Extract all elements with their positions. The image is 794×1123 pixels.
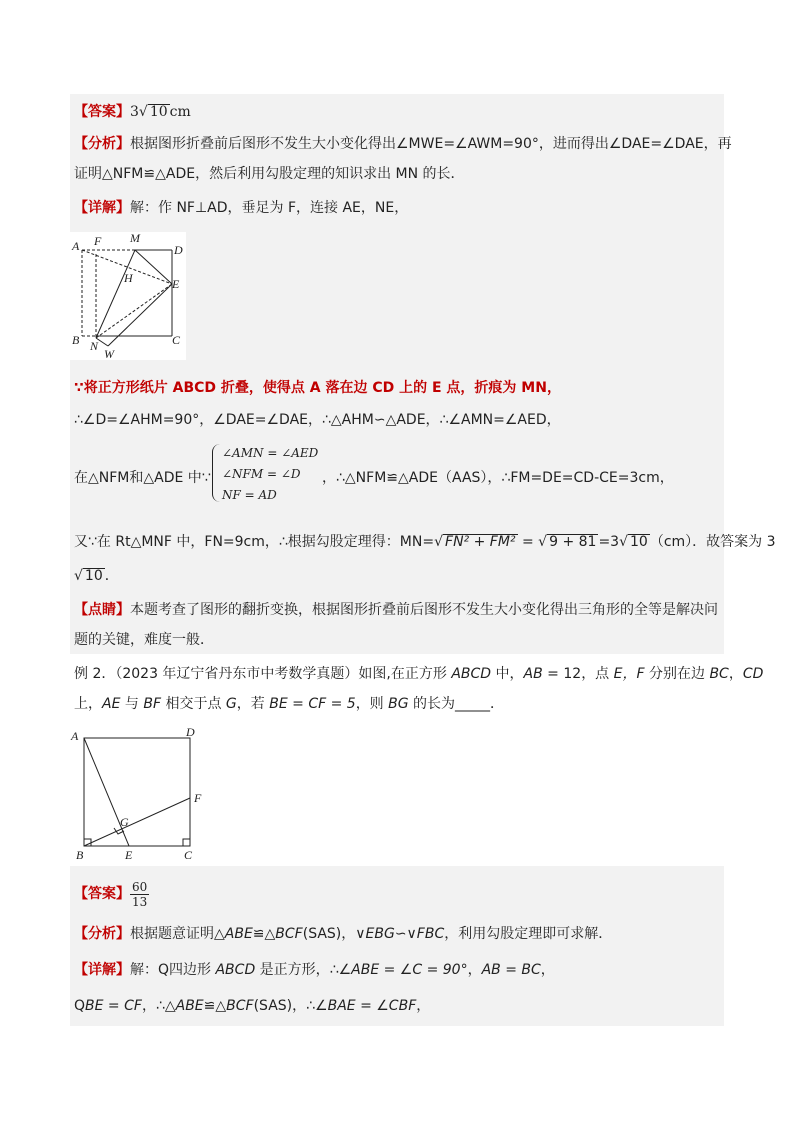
detail3-c: ∴△ABE≌△BCF	[155, 998, 254, 1014]
detail-line-1	[74, 198, 408, 218]
pythagoras-a: 又∵在 Rt△MNF 中，FN=9cm，∴根据勾股定理得：MN=	[74, 534, 435, 550]
ex-bg: BG	[388, 696, 409, 712]
radicand-4: 10	[84, 568, 103, 584]
fig1-label-b: B	[72, 333, 80, 347]
ex-ae: AE	[102, 696, 121, 712]
answer-unit: cm	[169, 104, 191, 120]
pythagoras-eq: =3	[598, 534, 620, 550]
therefore-line	[74, 410, 561, 430]
example-line-1	[74, 664, 763, 684]
fig1-label-w: W	[104, 347, 114, 360]
detail2-g: ，	[540, 962, 555, 978]
ex-l1d: 分别在边	[644, 666, 710, 682]
ex-bc: BC	[709, 666, 729, 682]
analysis-line-2	[74, 164, 465, 184]
fig2-label-d: D	[186, 726, 195, 739]
detail3-d: (SAS)	[253, 998, 293, 1014]
ex-l1c: ，点	[581, 666, 614, 682]
fig1-label-f: F	[94, 234, 102, 248]
analysis2-sas: (SAS)	[302, 926, 342, 942]
example-line-2	[74, 694, 504, 714]
ex-cond: BE = CF = 5	[269, 696, 356, 712]
fold-text: ∵将正方形纸片 ABCD 折叠，使得点 A 落在边 CD 上的 E 点，折痕为 MN，	[74, 380, 561, 396]
analysis-text-1: 根据图形折叠前后图形不发生大小变化得出∠MWE=∠AWM=90°，进而得出∠DAE=∠DAE，再	[130, 136, 732, 152]
radicand-1: FN² + FM²	[445, 534, 516, 550]
therefore-text: ∴∠D=∠AHM=90°，∠DAE=∠DAE，∴△AHM∽△ADE，∴∠AMN=∠AED，	[74, 412, 561, 428]
pythagoras-mid: =	[517, 534, 539, 550]
answer-radicand: 10	[149, 104, 168, 120]
fold-line	[74, 378, 561, 398]
analysis2-tag: 【分析】	[74, 926, 130, 942]
detail2-f: AB = BC	[481, 962, 541, 978]
analysis2-sim: ∨EBG∽∨FBC	[355, 926, 445, 942]
detail2-abcd: ABCD	[215, 962, 256, 978]
fig1-label-h: H	[124, 271, 133, 285]
condition-2: ∠NFM = ∠D	[222, 467, 301, 481]
in-prefix: 在△NFM和△ADE 中∵	[74, 470, 211, 486]
ex-g: G	[225, 696, 237, 712]
detail3-e: ，	[292, 998, 307, 1014]
analysis-text-2: 证明△NFM≌△ADE，然后利用勾股定理的知识求出 MN 的长．	[74, 166, 465, 182]
ex-cd: CD	[742, 666, 764, 682]
remark-tag: 【点睛】	[74, 602, 130, 618]
remark-text-2: 题的关键，难度一般．	[74, 632, 214, 648]
detail2-e: ，	[467, 962, 482, 978]
fig2-label-g: G	[120, 815, 129, 829]
square-figure	[68, 726, 208, 862]
ex-bf: BF	[143, 696, 162, 712]
congruence-line	[74, 468, 211, 488]
fig1-label-a: A	[72, 239, 80, 253]
detail2-tag: 【详解】	[74, 962, 130, 978]
analysis-line-1	[74, 134, 732, 154]
pythagoras-line: 又∵在 Rt△MNF 中，FN=9cm，∴根据勾股定理得：MN=√ FN² + FM² = √ 9 + 81 =3√ 10 （cm）．故答案为 3	[74, 534, 776, 550]
fig1-label-c: C	[172, 333, 181, 347]
analysis2-a: 根据题意证明	[130, 926, 214, 942]
ex-l2d: ，若	[236, 696, 270, 712]
analysis2-line	[74, 924, 612, 944]
analysis2-c: ，利用勾股定理即可求解．	[444, 926, 613, 942]
detail2-b: 四边形	[169, 962, 216, 978]
analysis2-b: ，	[341, 926, 356, 942]
fig2-label-c: C	[184, 848, 193, 862]
answer2-numerator: 60	[132, 879, 148, 894]
in-suffix: ，∴△NFM≌△ADE（AAS），∴FM=DE=CD-CE=3cm，	[322, 470, 674, 486]
detail3-q: Q	[74, 998, 86, 1014]
answer-line: 【答案】3√ 10 cm	[74, 104, 191, 120]
brace-symbol	[212, 444, 221, 502]
fig1-label-n: N	[90, 339, 99, 353]
fig1-label-m: M	[130, 232, 140, 245]
fig1-label-d: D	[174, 243, 183, 257]
ex-comma: ，	[728, 666, 743, 682]
analysis-tag: 【分析】	[74, 136, 130, 152]
answer2-line	[74, 878, 149, 910]
congruence-suffix-line	[322, 468, 674, 488]
ex-abcd: ABCD	[451, 666, 492, 682]
ex-l1b: 中，	[491, 666, 524, 682]
answer-tag: 【答案】	[74, 104, 130, 120]
detail2-d: ∴∠ABE = ∠C = 90°	[329, 962, 468, 978]
pythagoras-b: （cm）．故答案为 3	[649, 534, 776, 550]
ex-ab-val: = 12	[542, 666, 582, 682]
detail2-line-1	[74, 960, 555, 980]
answer-coef: 3	[130, 104, 139, 120]
ex-ab: AB	[523, 666, 543, 682]
radicand-2: 9 + 81	[549, 534, 597, 550]
detail2-q: Q	[158, 962, 170, 978]
fig1-label-e: E	[172, 277, 180, 291]
radicand-3: 10	[630, 534, 648, 550]
answer2-fraction	[130, 880, 149, 909]
ex-l2e: ，则	[355, 696, 389, 712]
detail-tag: 【详解】	[74, 200, 130, 216]
detail2-c: 是正方形，	[255, 962, 330, 978]
condition-3: NF = AD	[222, 488, 277, 502]
ex-l2b: 与	[120, 696, 144, 712]
detail2-a: 解：	[130, 962, 158, 978]
detail3-a: BE = CF	[85, 998, 142, 1014]
answer2-denominator: 13	[132, 894, 148, 909]
ex-l1a: 例 2．（2023 年辽宁省丹东市中考数学真题）如图,在正方形	[74, 666, 452, 682]
ex-l2a: 上，	[74, 696, 102, 712]
ex-ef: E，F	[613, 666, 645, 682]
remark-text-1: 本题考查了图形的翻折变换，根据图形折叠前后图形不发生大小变化得出三角形的全等是解决问	[130, 602, 718, 618]
detail3-b: ，	[141, 998, 156, 1014]
analysis2-cong: △ABE≌△BCF	[214, 926, 303, 942]
detail3-f: ∴∠BAE = ∠CBF	[306, 998, 417, 1014]
fig2-label-a: A	[71, 729, 79, 743]
fig2-label-f: F	[194, 791, 202, 805]
answer2-tag: 【答案】	[74, 886, 130, 902]
pythagoras-end: ．	[104, 568, 119, 584]
remark-line-1	[74, 600, 718, 620]
remark-line-2	[74, 630, 214, 650]
pythagoras-line-2: √ 10 ．	[74, 568, 119, 584]
ex-l2c: 相交于点	[161, 696, 226, 712]
fold-figure	[68, 232, 186, 360]
fig2-label-b: B	[76, 848, 84, 862]
fig2-label-e: E	[125, 848, 133, 862]
detail3-g: ，	[416, 998, 431, 1014]
condition-1: ∠AMN = ∠AED	[222, 446, 319, 460]
ex-l2f: 的长为_____．	[408, 696, 505, 712]
detail2-line-2	[74, 996, 430, 1016]
detail-text-1: 解：作 NF⊥AD，垂足为 F，连接 AE，NE，	[130, 200, 409, 216]
